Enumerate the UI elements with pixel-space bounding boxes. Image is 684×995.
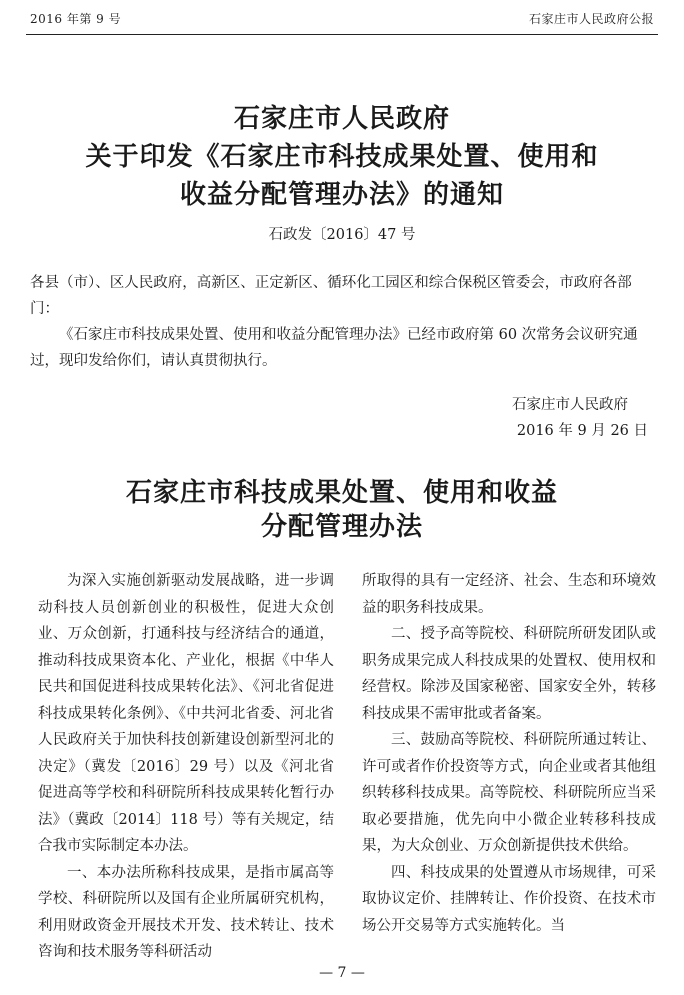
measures-right-column [362, 568, 656, 939]
notice-title-line-3: 收益分配管理办法》的通知 [179, 180, 504, 210]
header-publication: 石家庄市人民政府公报 [528, 12, 654, 26]
notice-recipients: 各县（市）、区人民政府，高新区、正定新区、循环化工园区和综合保税区管委会，市政府各部门： [30, 275, 632, 317]
measures-left-column [38, 568, 334, 966]
notice-date: 2016 年 9 月 26 日 [516, 423, 648, 439]
header-issue: 2016 年第 9 号 [30, 12, 122, 26]
notice-title-line-2: 关于印发《石家庄市科技成果处置、使用和 [85, 142, 599, 172]
measures-paragraph-article-4: 四、科技成果的处置遵从市场规律，可采取协议定价、挂牌转让、作价投资、在技术市场公开交易等方式实施转化。当 [362, 864, 656, 934]
notice-body: 《石家庄市科技成果处置、使用和收益分配管理办法》已经市政府第 60 次常务会议研究通过，现印发给你们，请认真贯彻执行。 [30, 327, 638, 369]
measures-paragraph-article-1: 一、本办法所称科技成果，是指市属高等学校、科研院所以及国有企业所属研究机构，利用财政资金开展技术开发、技术转让、技术咨询和技术服务等科研活动 [38, 864, 334, 960]
measures-title-line-2: 分配管理办法 [260, 512, 423, 542]
measures-paragraph-article-1-continued: 所取得的具有一定经济、社会、生态和环境效益的职务科技成果。 [362, 573, 656, 616]
measures-paragraph-article-3: 三、鼓励高等院校、科研院所通过转让、许可或者作价投资等方式，向企业或者其他组织转移科技成果。高等院校、科研院所应当采取必要措施，优先向中小微企业转移科技成果，为大众创业、万众创新提供技术供给。 [362, 732, 656, 854]
document-number: 石政发〔2016〕47 号 [268, 227, 416, 243]
notice-title-line-1: 石家庄市人民政府 [233, 104, 450, 134]
page-number: — 7 — [319, 965, 365, 981]
measures-title-line-1: 石家庄市科技成果处置、使用和收益 [125, 478, 558, 508]
header-rule [26, 34, 658, 35]
notice-signature: 石家庄市人民政府 [512, 397, 628, 413]
measures-paragraph-preamble: 为深入实施创新驱动发展战略，进一步调动科技人员创新创业的积极性，促进大众创业、万众创新，打通科技与经济结合的通道，推动科技成果资本化、产业化，根据《中华人民共和国促进科技成果转化法》、《河北省促进科技成果转化条例》、《中共河北省委、河北省人民政府关于加快科技创新建设创新型河北的决定》（冀发〔2016〕29 号）以及《河北省促进高等学校和科研院所科技成果转化暂行办法》（冀政〔2014〕118 号）等有关规定，结合我市实际制定本办法。 [38, 573, 334, 854]
measures-paragraph-article-2: 二、授予高等院校、科研院所研发团队或职务成果完成人科技成果的处置权、使用权和经营权。除涉及国家秘密、国家安全外，转移科技成果不需审批或者备案。 [362, 626, 656, 722]
